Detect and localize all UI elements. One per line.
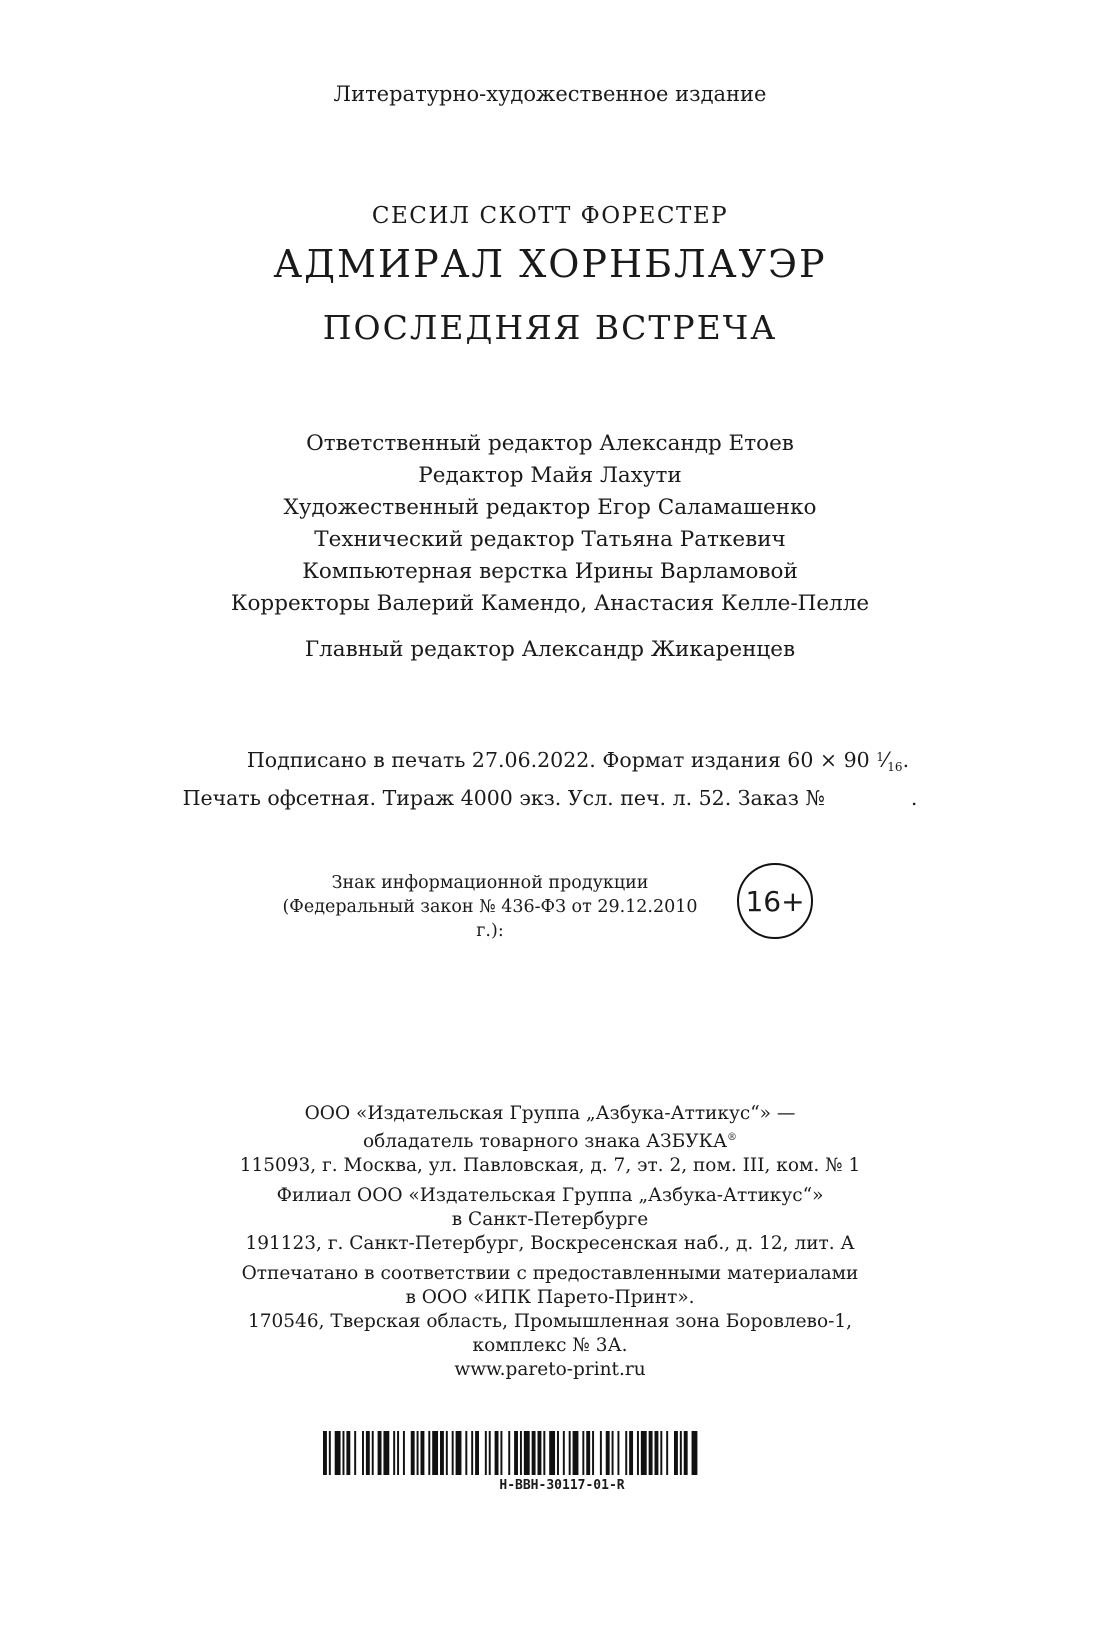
publisher-line: 191123, г. Санкт-Петербург, Воскресенская наб., д. 12, лит. А: [245, 1233, 855, 1255]
printer-website: www.pareto-print.ru: [454, 1359, 646, 1381]
printer-line: в ООО «ИПК Парето-Принт».: [405, 1287, 695, 1309]
credits-list: [0, 428, 1100, 620]
registered-trademark-icon: ®: [726, 1132, 737, 1143]
printer-line: комплекс № 3А.: [472, 1335, 628, 1357]
credit-line: Компьютерная верстка Ирины Варламовой: [302, 559, 798, 584]
publisher-line: в Санкт-Петербурге: [451, 1209, 649, 1231]
printer-line: Отпечатано в соответствии с предоставленными материалами: [241, 1263, 859, 1285]
publisher-line: Филиал ООО «Издательская Группа „Азбука-Аттикус“»: [276, 1185, 824, 1207]
publisher-block: [0, 1102, 1100, 1382]
age-mark-label: [270, 871, 710, 943]
publisher-line-text: обладатель товарного знака АЗБУКА: [363, 1131, 727, 1153]
publisher-line: 115093, г. Москва, ул. Павловская, д. 7, эт. 2, пом. III, ком. № 1: [239, 1155, 861, 1177]
credit-line: Редактор Майя Лахути: [418, 463, 682, 488]
author-name: СЕСИЛ СКОТТ ФОРЕСТЕР: [371, 203, 729, 229]
publisher-line: [0, 1126, 1100, 1154]
print-info-line-2: [0, 783, 1100, 814]
print-info-line-1: [0, 742, 1100, 783]
fraction-denominator: 16: [887, 760, 903, 774]
book-title: АДМИРАЛ ХОРНБЛАУЭР: [273, 242, 827, 286]
printer-line: 170546, Тверская область, Промышленная зона Боровлево-1,: [247, 1311, 853, 1333]
chief-editor: Главный редактор Александр Жикаренцев: [304, 637, 796, 662]
print-info-text: Подписано в печать 27.06.2022. Формат издания 60 × 90: [246, 748, 877, 772]
credit-line: Корректоры Валерий Камендо, Анастасия Келле-Пелле: [230, 591, 870, 616]
fraction-slash: ⁄: [883, 748, 888, 772]
edition-type: Литературно-художественное издание: [333, 82, 767, 106]
age-rating-badge: 16+: [737, 863, 813, 939]
barcode-icon: [323, 1431, 759, 1475]
publisher-line: ООО «Издательская Группа „Азбука-Аттикус“» —: [304, 1103, 796, 1124]
print-info-end: .: [910, 786, 918, 810]
book-subtitle: ПОСЛЕДНЯЯ ВСТРЕЧА: [322, 308, 778, 347]
barcode-text: H-BBH-30117-01-R: [499, 1478, 625, 1493]
print-info: [0, 742, 1100, 814]
print-info-text: Печать офсетная. Тираж 4000 экз. Усл. печ. л. 52. Заказ №: [182, 786, 825, 810]
credit-line: Художественный редактор Егор Саламашенко: [283, 495, 817, 520]
format-fraction: [876, 748, 902, 772]
age-mark-label-line: Знак информационной продукции: [331, 873, 649, 893]
credit-line: Технический редактор Татьяна Раткевич: [314, 527, 786, 552]
fraction-numerator: 1: [876, 750, 884, 764]
age-mark-label-line: (Федеральный закон № 436-ФЗ от 29.12.2010 г.):: [282, 897, 698, 941]
credit-line: Ответственный редактор Александр Етоев: [306, 431, 794, 456]
print-info-end: .: [902, 748, 910, 772]
